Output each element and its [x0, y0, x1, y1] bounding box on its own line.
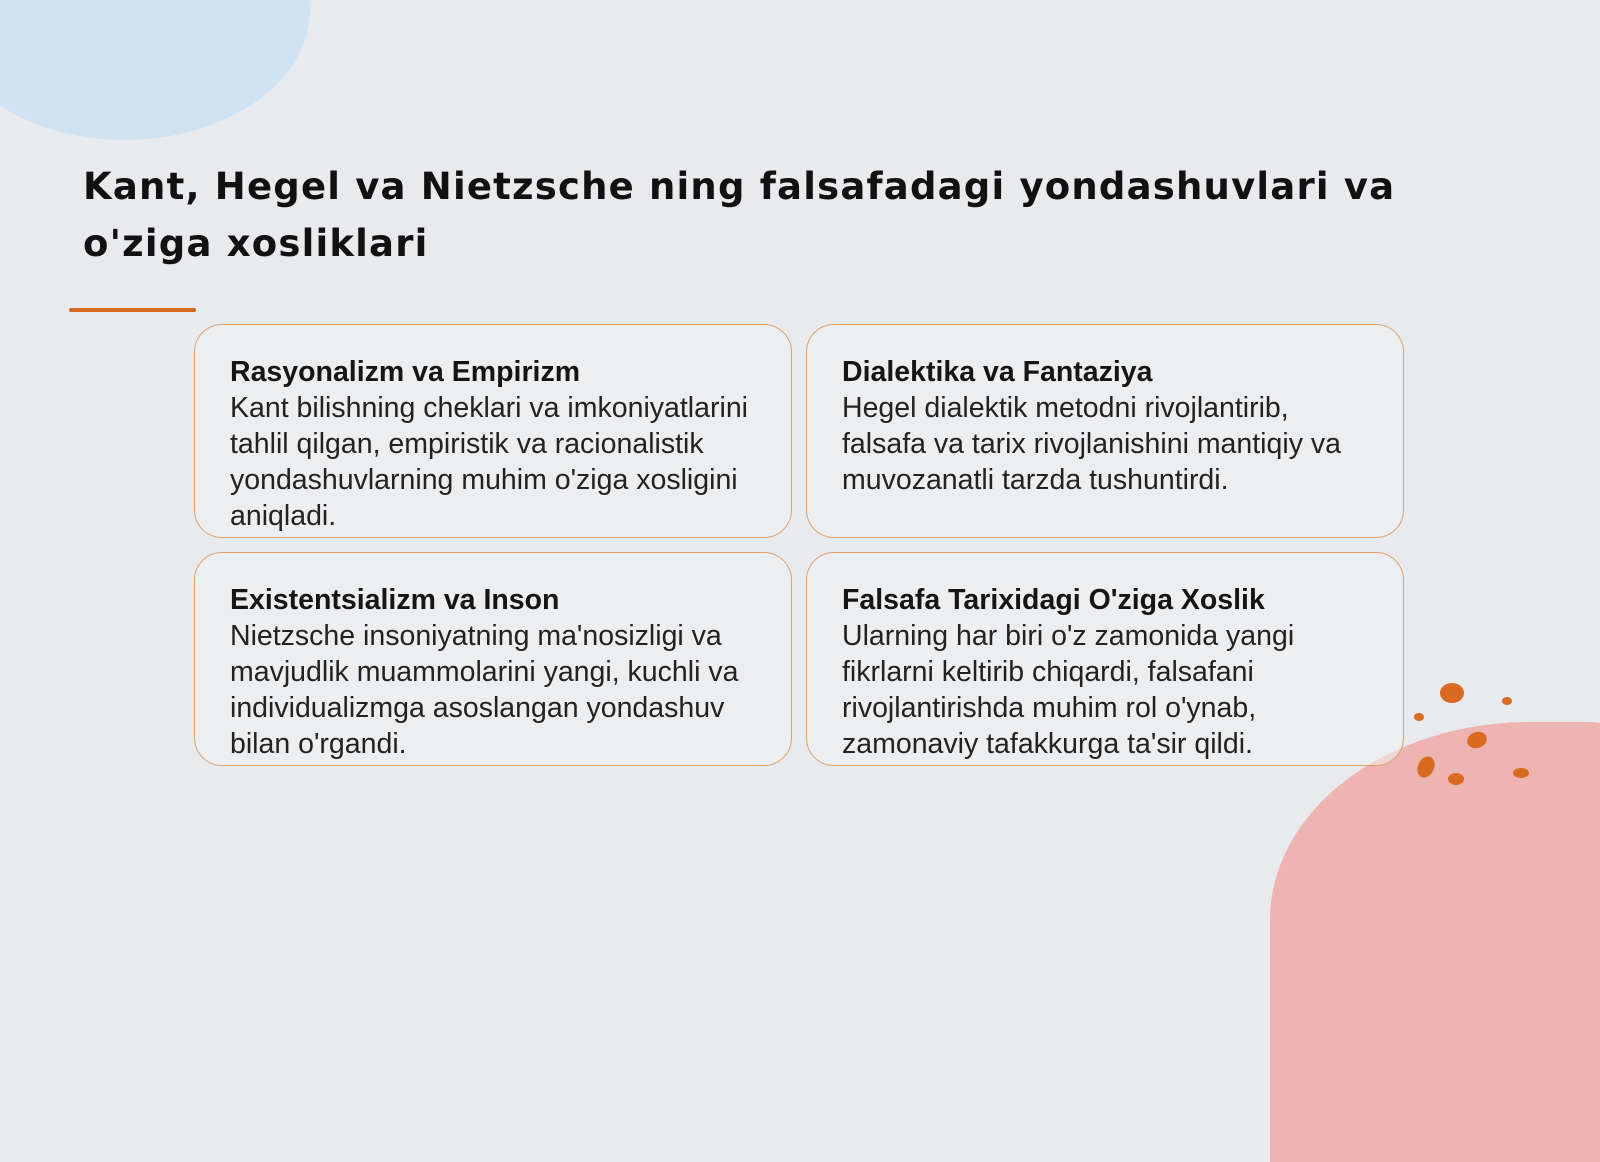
slide-title: Kant, Hegel va Nietzsche ning falsafadagi yondashuvlari va o'ziga xosliklari [83, 165, 1396, 265]
card-title: Falsafa Tarixidagi O'ziga Xoslik [842, 584, 1265, 616]
card-title: Dialektika va Fantaziya [842, 356, 1153, 388]
info-card-existentialism [194, 552, 792, 766]
card-text: Ularning har biri o'z zamonida yangi fikrlarni keltirib chiqardi, falsafani rivojlantirishda muhim rol o'ynab, zamonaviy tafakkurga ta'sir qildi. [842, 620, 1295, 760]
info-card-dialectics [806, 324, 1404, 538]
title-accent-underline [69, 308, 196, 312]
decorative-paint-splatter [1400, 670, 1550, 800]
card-title: Rasyonalizm va Empirizm [230, 356, 581, 388]
info-card-philosophy-history [806, 552, 1404, 766]
info-card-rationalism [194, 324, 792, 538]
decorative-blue-blob [0, 0, 310, 140]
card-text: Kant bilishning cheklari va imkoniyatlarini tahlil qilgan, empiristik va racionalistik yondashuvlarning muhim o'ziga xosligini aniqladi. [230, 392, 748, 532]
card-text: Hegel dialektik metodni rivojlantirib, falsafa va tarix rivojlanishini mantiqiy va muvozanatli tarzda tushuntirdi. [842, 392, 1341, 496]
card-text: Nietzsche insoniyatning ma'nosizligi va mavjudlik muammolarini yangi, kuchli va individualizmga asoslangan yondashuv bilan o'rgandi. [230, 620, 739, 760]
card-title: Existentsializm va Inson [230, 584, 560, 616]
